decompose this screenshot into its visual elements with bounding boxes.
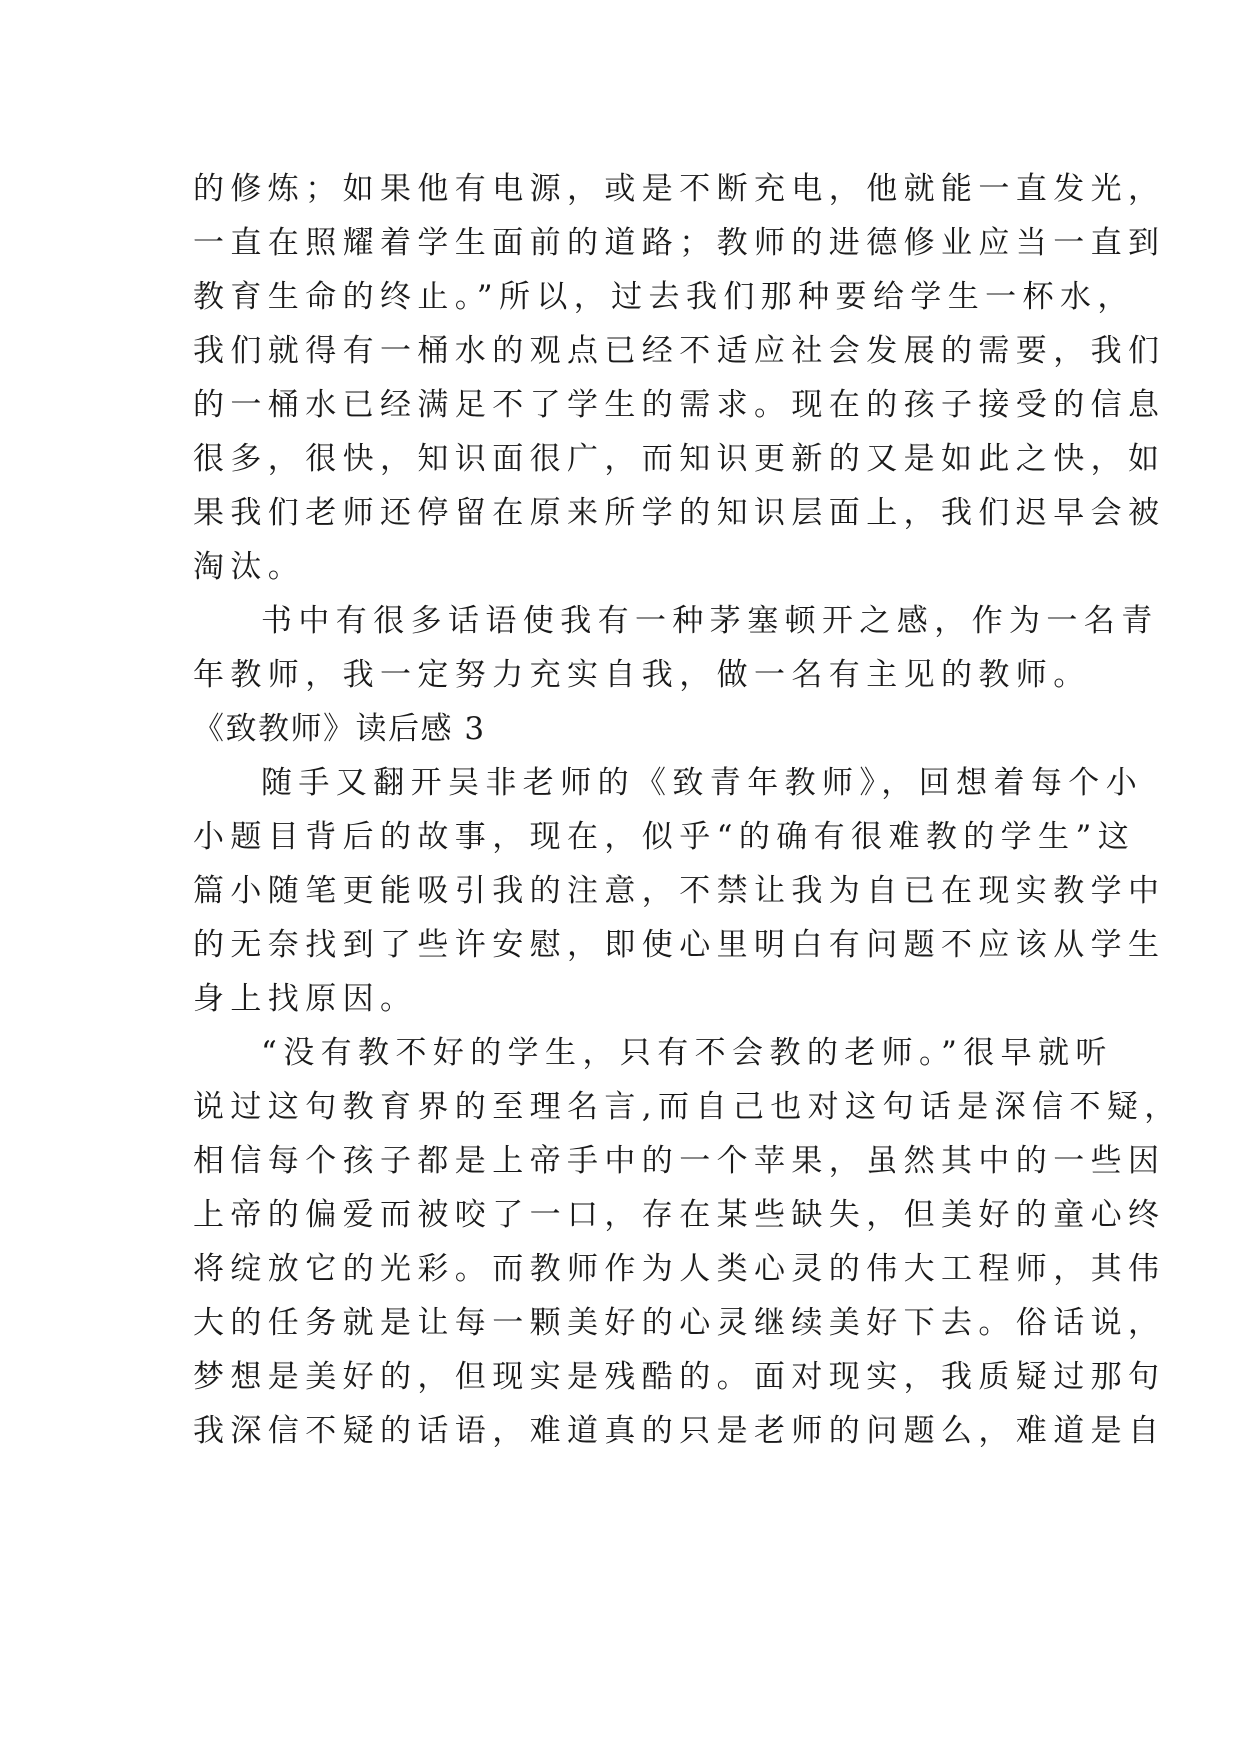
text-line: 的无奈找到了些许安慰，即使心里明白有问题不应该从学生 bbox=[193, 927, 1166, 963]
text-line: 小题目背后的故事，现在，似乎“的确有很难教的学生”这 bbox=[193, 819, 1136, 855]
text-line: 的一桶水已经满足不了学生的需求。现在的孩子接受的信息 bbox=[193, 387, 1166, 423]
text-line: 篇小随笔更能吸引我的注意，不禁让我为自已在现实教学中 bbox=[193, 873, 1166, 909]
paragraph-first-line: “没有教不好的学生，只有不会教的老师。”很早就听 bbox=[261, 1035, 1113, 1071]
text-line: 大的任务就是让每一颗美好的心灵继续美好下去。俗话说， bbox=[193, 1305, 1166, 1341]
section-heading: 《致教师》读后感 3 bbox=[193, 711, 486, 747]
text-line: 相信每个孩子都是上帝手中的一个苹果，虽然其中的一些因 bbox=[193, 1143, 1166, 1179]
text-line: 一直在照耀着学生面前的道路；教师的进德修业应当一直到 bbox=[193, 225, 1166, 261]
text-line: 梦想是美好的，但现实是残酷的。面对现实，我质疑过那句 bbox=[193, 1359, 1166, 1395]
paragraph-first-line: 随手又翻开吴非老师的《致青年教师》，回想着每个小 bbox=[261, 765, 1144, 801]
text-line: 年教师，我一定努力充实自我，做一名有主见的教师。 bbox=[193, 657, 1091, 693]
paragraph-first-line: 书中有很多话语使我有一种茅塞顿开之感，作为一名青 bbox=[261, 603, 1159, 639]
text-line: 我深信不疑的话语，难道真的只是老师的问题么，难道是自 bbox=[193, 1413, 1166, 1449]
text-line: 教育生命的终止。”所以，过去我们那种要给学生一杯水， bbox=[193, 279, 1135, 315]
document-body bbox=[193, 162, 1182, 1458]
text-line: 的修炼；如果他有电源，或是不断充电，他就能一直发光， bbox=[193, 171, 1166, 207]
text-line: 我们就得有一桶水的观点已经不适应社会发展的需要，我们 bbox=[193, 333, 1166, 369]
text-line: 身上找原因。 bbox=[193, 981, 418, 1017]
text-line: 很多，很快，知识面很广，而知识更新的又是如此之快，如 bbox=[193, 441, 1166, 477]
text-line: 上帝的偏爱而被咬了一口，存在某些缺失，但美好的童心终 bbox=[193, 1197, 1166, 1233]
text-line: 果我们老师还停留在原来所学的知识层面上，我们迟早会被 bbox=[193, 495, 1166, 531]
text-line: 淘汰。 bbox=[193, 549, 306, 585]
text-line: 说过这句教育界的至理名言,而自己也对这句话是深信不疑， bbox=[193, 1089, 1182, 1125]
text-line: 将绽放它的光彩。而教师作为人类心灵的伟大工程师，其伟 bbox=[193, 1251, 1166, 1287]
